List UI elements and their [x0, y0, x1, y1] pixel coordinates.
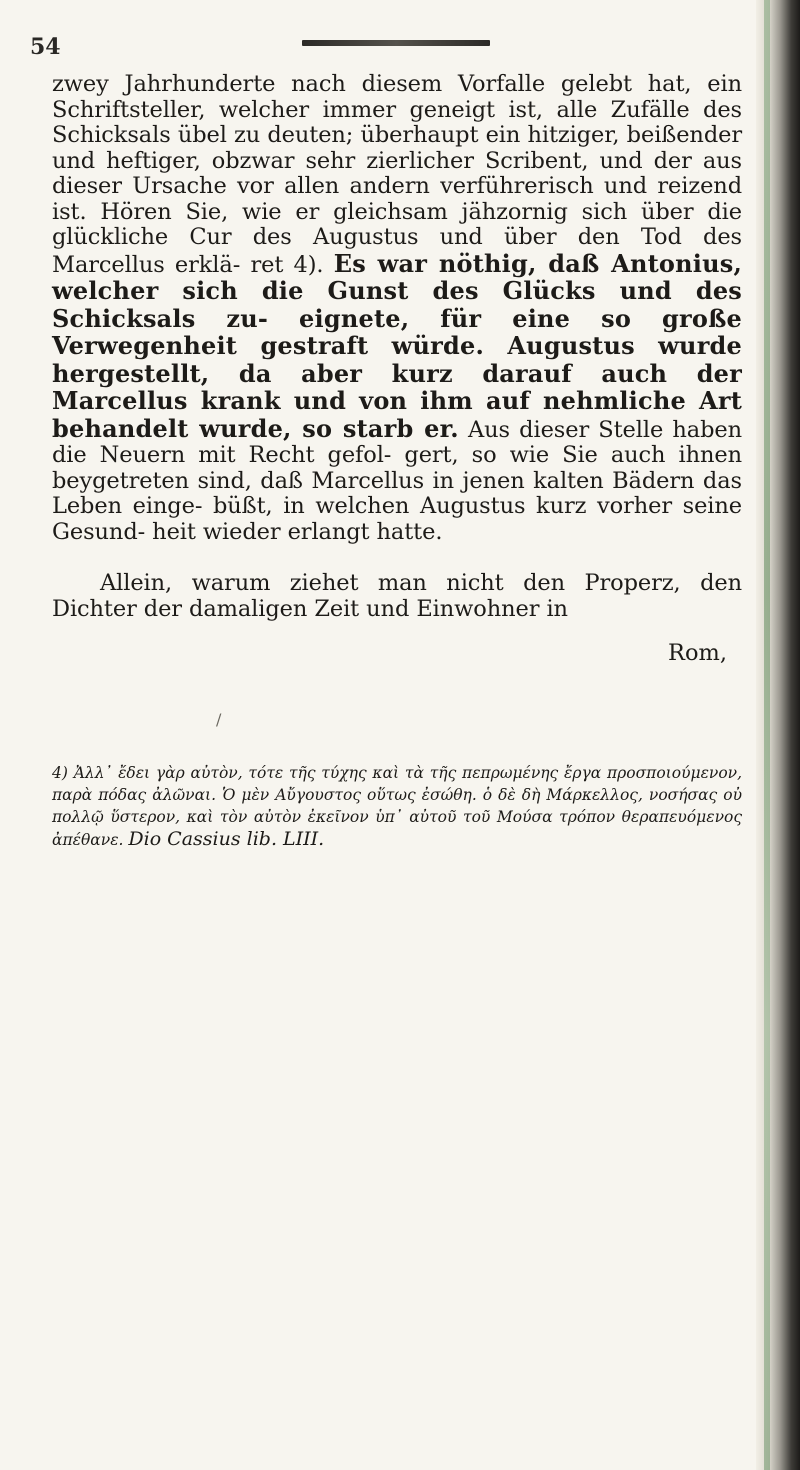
binding-tab — [764, 0, 770, 1470]
footnote-marker: 4) — [52, 764, 68, 782]
book-binding-edge — [756, 0, 800, 1470]
paragraph-1-intro: zwey Jahrhunderte nach diesem Vorfalle gelebt hat, ein Schriftsteller, welcher immer geneigt ist, alle Zufälle des Schicksals übel zu deuten; überhaupt ein hitziger, beißender und heftiger, obzwar sehr zierlicher Scribent, und der aus dieser Ursache vor allen andern verführerisch und reizend ist. Hören Sie, wie er gleichsam jähzornig sich über die glückliche Cur des Augustus und über den Tod des Marcellus erklä- ret 4). — [52, 71, 742, 278]
stray-mark: / — [216, 710, 222, 729]
footnote-source: Dio Cassius lib. LIII. — [128, 828, 325, 850]
header-rule — [302, 40, 490, 46]
paragraph-2: Allein, warum ziehet man nicht den Properz, den Dichter der damaligen Zeit und Einwohner in — [52, 570, 742, 622]
main-text — [52, 72, 742, 622]
page-number: 54 — [30, 34, 61, 60]
catchword: Rom, — [668, 640, 727, 666]
paragraph-1-emphasis: Es war nöthig, daß Antonius, welcher sich die Gunst des Glücks und des Schicksals zu- eignete, für eine so große Verwegenheit gestraft würde. Augustus wurde hergestellt, da aber kurz darauf auch der Marcellus krank und von ihm auf nehmliche Art behandelt wurde, so starb er. — [52, 248, 742, 443]
footnote — [52, 762, 742, 851]
footnote-greek-text: Ἀλλ᾽ ἔδει γὰρ αὐτὸν, τότε τῆς τύχης καὶ τὰ τῆς πεπρωμένης ἔργα προσποιούμενον, παρὰ πόδας ἀλῶναι. Ὁ μὲν Αὔγουστος οὕτως ἐσώθη. ὁ δὲ δὴ Μάρκελλος, νοσήσας οὐ πολλῷ ὕστερον, καὶ τὸν αὐτὸν ἐκεῖνον ὑπ᾽ αὐτοῦ τοῦ Μούσα τρόπον θεραπευόμενος ἀπέθανε. — [52, 764, 742, 849]
paragraph-1 — [52, 72, 742, 545]
paragraph-1-conclusion: Aus dieser Stelle haben die Neuern mit Recht gefol- gert, so wie Sie auch ihnen beygetreten sind, daß Marcellus in jenen kalten Bädern das Leben einge- büßt, in welchen Augustus kurz vorher seine Gesund- heit wieder erlangt hatte. — [52, 416, 742, 545]
